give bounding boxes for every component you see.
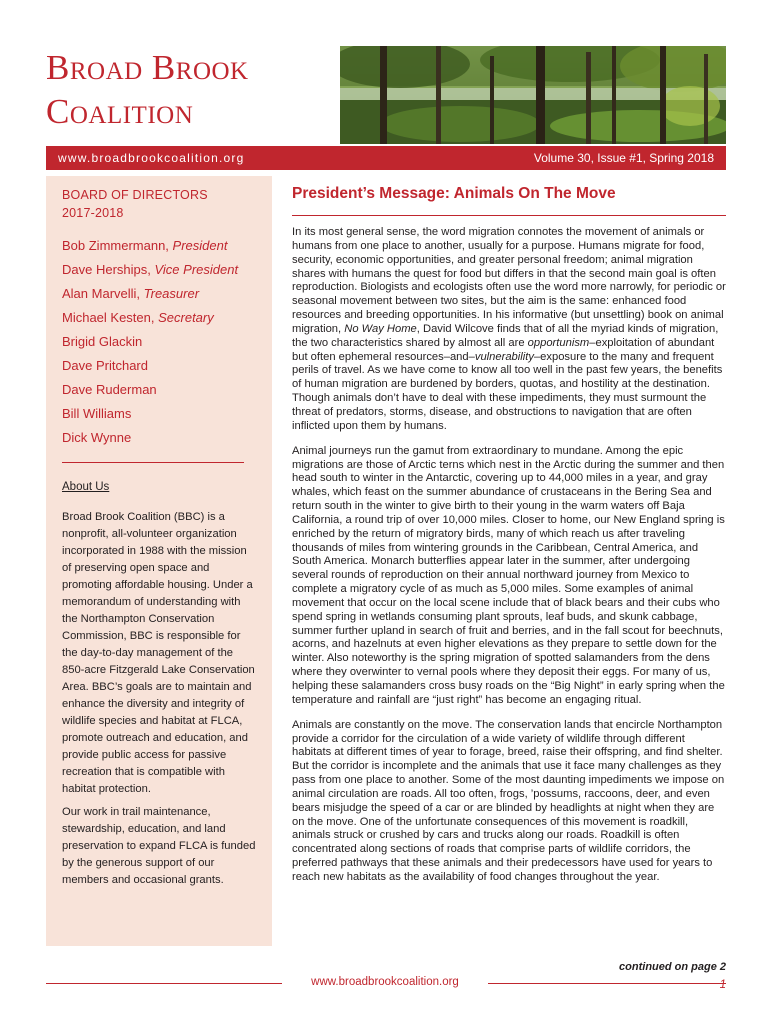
article-headline: President’s Message: Animals On The Move — [292, 185, 616, 202]
title-line-1: Broad Brook — [46, 48, 249, 87]
header-url[interactable]: www.broadbrookcoalition.org — [58, 151, 245, 165]
director-role: President — [172, 238, 228, 253]
director-item — [62, 354, 256, 378]
director-item — [62, 234, 256, 258]
director-item — [62, 258, 256, 282]
director-role: Secretary — [158, 310, 214, 325]
director-name: Michael Kesten, — [62, 310, 159, 325]
director-item — [62, 378, 256, 402]
term-vulnerability: vulnerability — [474, 350, 534, 363]
director-item — [62, 282, 256, 306]
continued-note: continued on page 2 — [619, 961, 726, 973]
footer-rule-right — [488, 983, 726, 984]
sidebar — [46, 176, 272, 946]
forest-photo — [340, 46, 726, 144]
footer-url[interactable]: www.broadbrookcoalition.org — [311, 976, 459, 988]
director-item — [62, 306, 256, 330]
directors-list — [62, 234, 256, 450]
paragraph-text: , David Wilcove finds that of all the myriad kinds of migration, the two characteristics shared by almost all are — [292, 322, 719, 349]
director-name: Dave Ruderman — [62, 382, 157, 397]
term-opportunism: opportunism — [527, 336, 590, 349]
board-heading — [62, 186, 256, 222]
page-number: 1 — [719, 979, 726, 991]
paragraph-text: –exploitation of abundant but often ephemeral resources–and– — [292, 336, 715, 363]
article — [292, 184, 726, 885]
director-item — [62, 330, 256, 354]
article-paragraph-3: Animals are constantly on the move. The conservation lands that encircle Northampton provide a corridor for the circulation of a wide variety of wildlife through different habitats at different times of year to forage, breed, raise their offspring, and find shelter. But the corridor is incomplete and the animals that use it face many challenges as they pass from one place to another. Some of the most daunting impediments we impose on animal circulation are roads. All too often, frogs, ’possums, raccoons, deer, and even bears misjudge the speed of a car or are blinded by headlights at night when they are on the move. One of the unfortunate consequences of this movement is roadkill, animals struck or crushed by cars and trucks along our roads. Roadkill is often concentrated along sections of roads that comprise parts of wildlife corridors, the preferred pathways that these animals and their predecessors have used for years to reach new habitats as the availability of food changes throughout the year. — [292, 718, 725, 883]
director-role: Treasurer — [143, 286, 200, 301]
article-paragraph-2: Animal journeys run the gamut from extraordinary to mundane. Among the epic migrations are those of Arctic terns which nest in the Arctic during the summer and then head south to winter in the Antarctic, covering up to 44,000 miles in a year, and gray whales, which feast on the summer abundance of crustaceans in the Bering Sea and return south in the winter to give birth to their young in the warm waters off Baja California, a round trip of over 10,000 miles. Closer to home, our New England spring is enriched by the return of migratory birds, many of which reach us after traveling thousands of miles from wintering grounds in the Caribbean, Central America, and South America. Monarch butterflies appear later in the summer, after undergoing several rounds of reproduction on their annual northward journey from Mexico to complete a migratory cycle of as much as 5,000 miles. Some examples of animal movement that occur on the local scene include that of black bears and their cubs who spend spring in wetlands consuming plant sprouts, leaf buds, and skunk cabbage, summer further upland in search of fruit and berries, and in the fall scout for beechnuts, acorns, and hazelnuts at even higher elevations as they prepare to settle down for the winter. Also noteworthy is the spring migration of spotted salamanders from the dens where they overwinter to vernal pools where they deposit their eggs. For many of us, helping these salamanders cross busy roads on the “Big Night” in early spring when the temperature and rainfall are “just right” has become an engaging ritual. — [292, 444, 725, 706]
about-us-heading: About Us — [62, 481, 110, 493]
title-line-2: Coalition — [46, 92, 194, 131]
director-role: Vice President — [154, 262, 239, 277]
sidebar-divider — [62, 462, 244, 463]
director-name: Alan Marvelli, — [62, 286, 144, 301]
headline-divider — [292, 215, 726, 216]
board-heading-title: BOARD OF DIRECTORS — [62, 188, 208, 202]
paragraph-text: –exposure to the many and frequent perils of travel. As we have come to know all too well in the past few years, the benefits of human migration are burdened by borders, quotas, and hostility at the destination. Though animals don’t have to deal with these impediments, they must surmount the threat of predators, storms, disease, and obstructions to navigation that are often inflicted upon them by humans. — [292, 350, 723, 432]
director-name: Dave Herships, — [62, 262, 155, 277]
about-us-paragraph-1: Broad Brook Coalition (BBC) is a nonprofit, all-volunteer organization incorporated in 1988 with the mission of preserving open space and promoting affordable housing. Under a memorandum of understanding with the Northampton Conservation Commission, BBC is responsible for the day-to-day management of the 850-acre Fitzgerald Lake Conservation Area. BBC’s goals are to maintain and enhance the diversity and integrity of wildlife species and habitat at FLCA, promote outreach and education, and provide public access for passive recreation that is compatible with habitat protection. — [62, 511, 255, 795]
article-paragraph-1 — [292, 226, 726, 434]
footer-rule-left — [46, 983, 282, 984]
about-us-paragraph-2: Our work in trail maintenance, stewardship, education, and land preservation to expand FLCA is funded by the generous support of our members and occasional grants. — [62, 806, 256, 886]
forest-photo-illustration — [340, 46, 726, 144]
page-footer — [0, 974, 770, 994]
director-name: Brigid Glackin — [62, 334, 143, 349]
director-name: Bill Williams — [62, 406, 132, 421]
board-heading-years: 2017-2018 — [62, 206, 124, 220]
book-title: No Way Home — [344, 322, 417, 335]
director-name: Dick Wynne — [62, 430, 132, 445]
newsletter-title — [46, 46, 342, 134]
paragraph-text: In its most general sense, the word migration connotes the movement of animals or humans from one place to another, usually for a purpose. Humans migrate for food, security, economic opportunities, and greater personal freedom; animal migration shares with humans the quest for food but differs in that the second main goal is often reproduction. Biologists and ecologists often use the word more narrowly, for periodic or seasonal movement between two sites, but the aim is the same: enhanced food resources and breeding opportunities. In his informative (but unsettling) book on animal migration, — [292, 226, 726, 335]
masthead — [0, 0, 770, 144]
director-name: Bob Zimmermann, — [62, 238, 173, 253]
issue-info: Volume 30, Issue #1, Spring 2018 — [533, 151, 714, 165]
director-name: Dave Pritchard — [62, 358, 148, 373]
director-item — [62, 426, 256, 450]
director-item — [62, 402, 256, 426]
header-bar — [46, 146, 726, 170]
